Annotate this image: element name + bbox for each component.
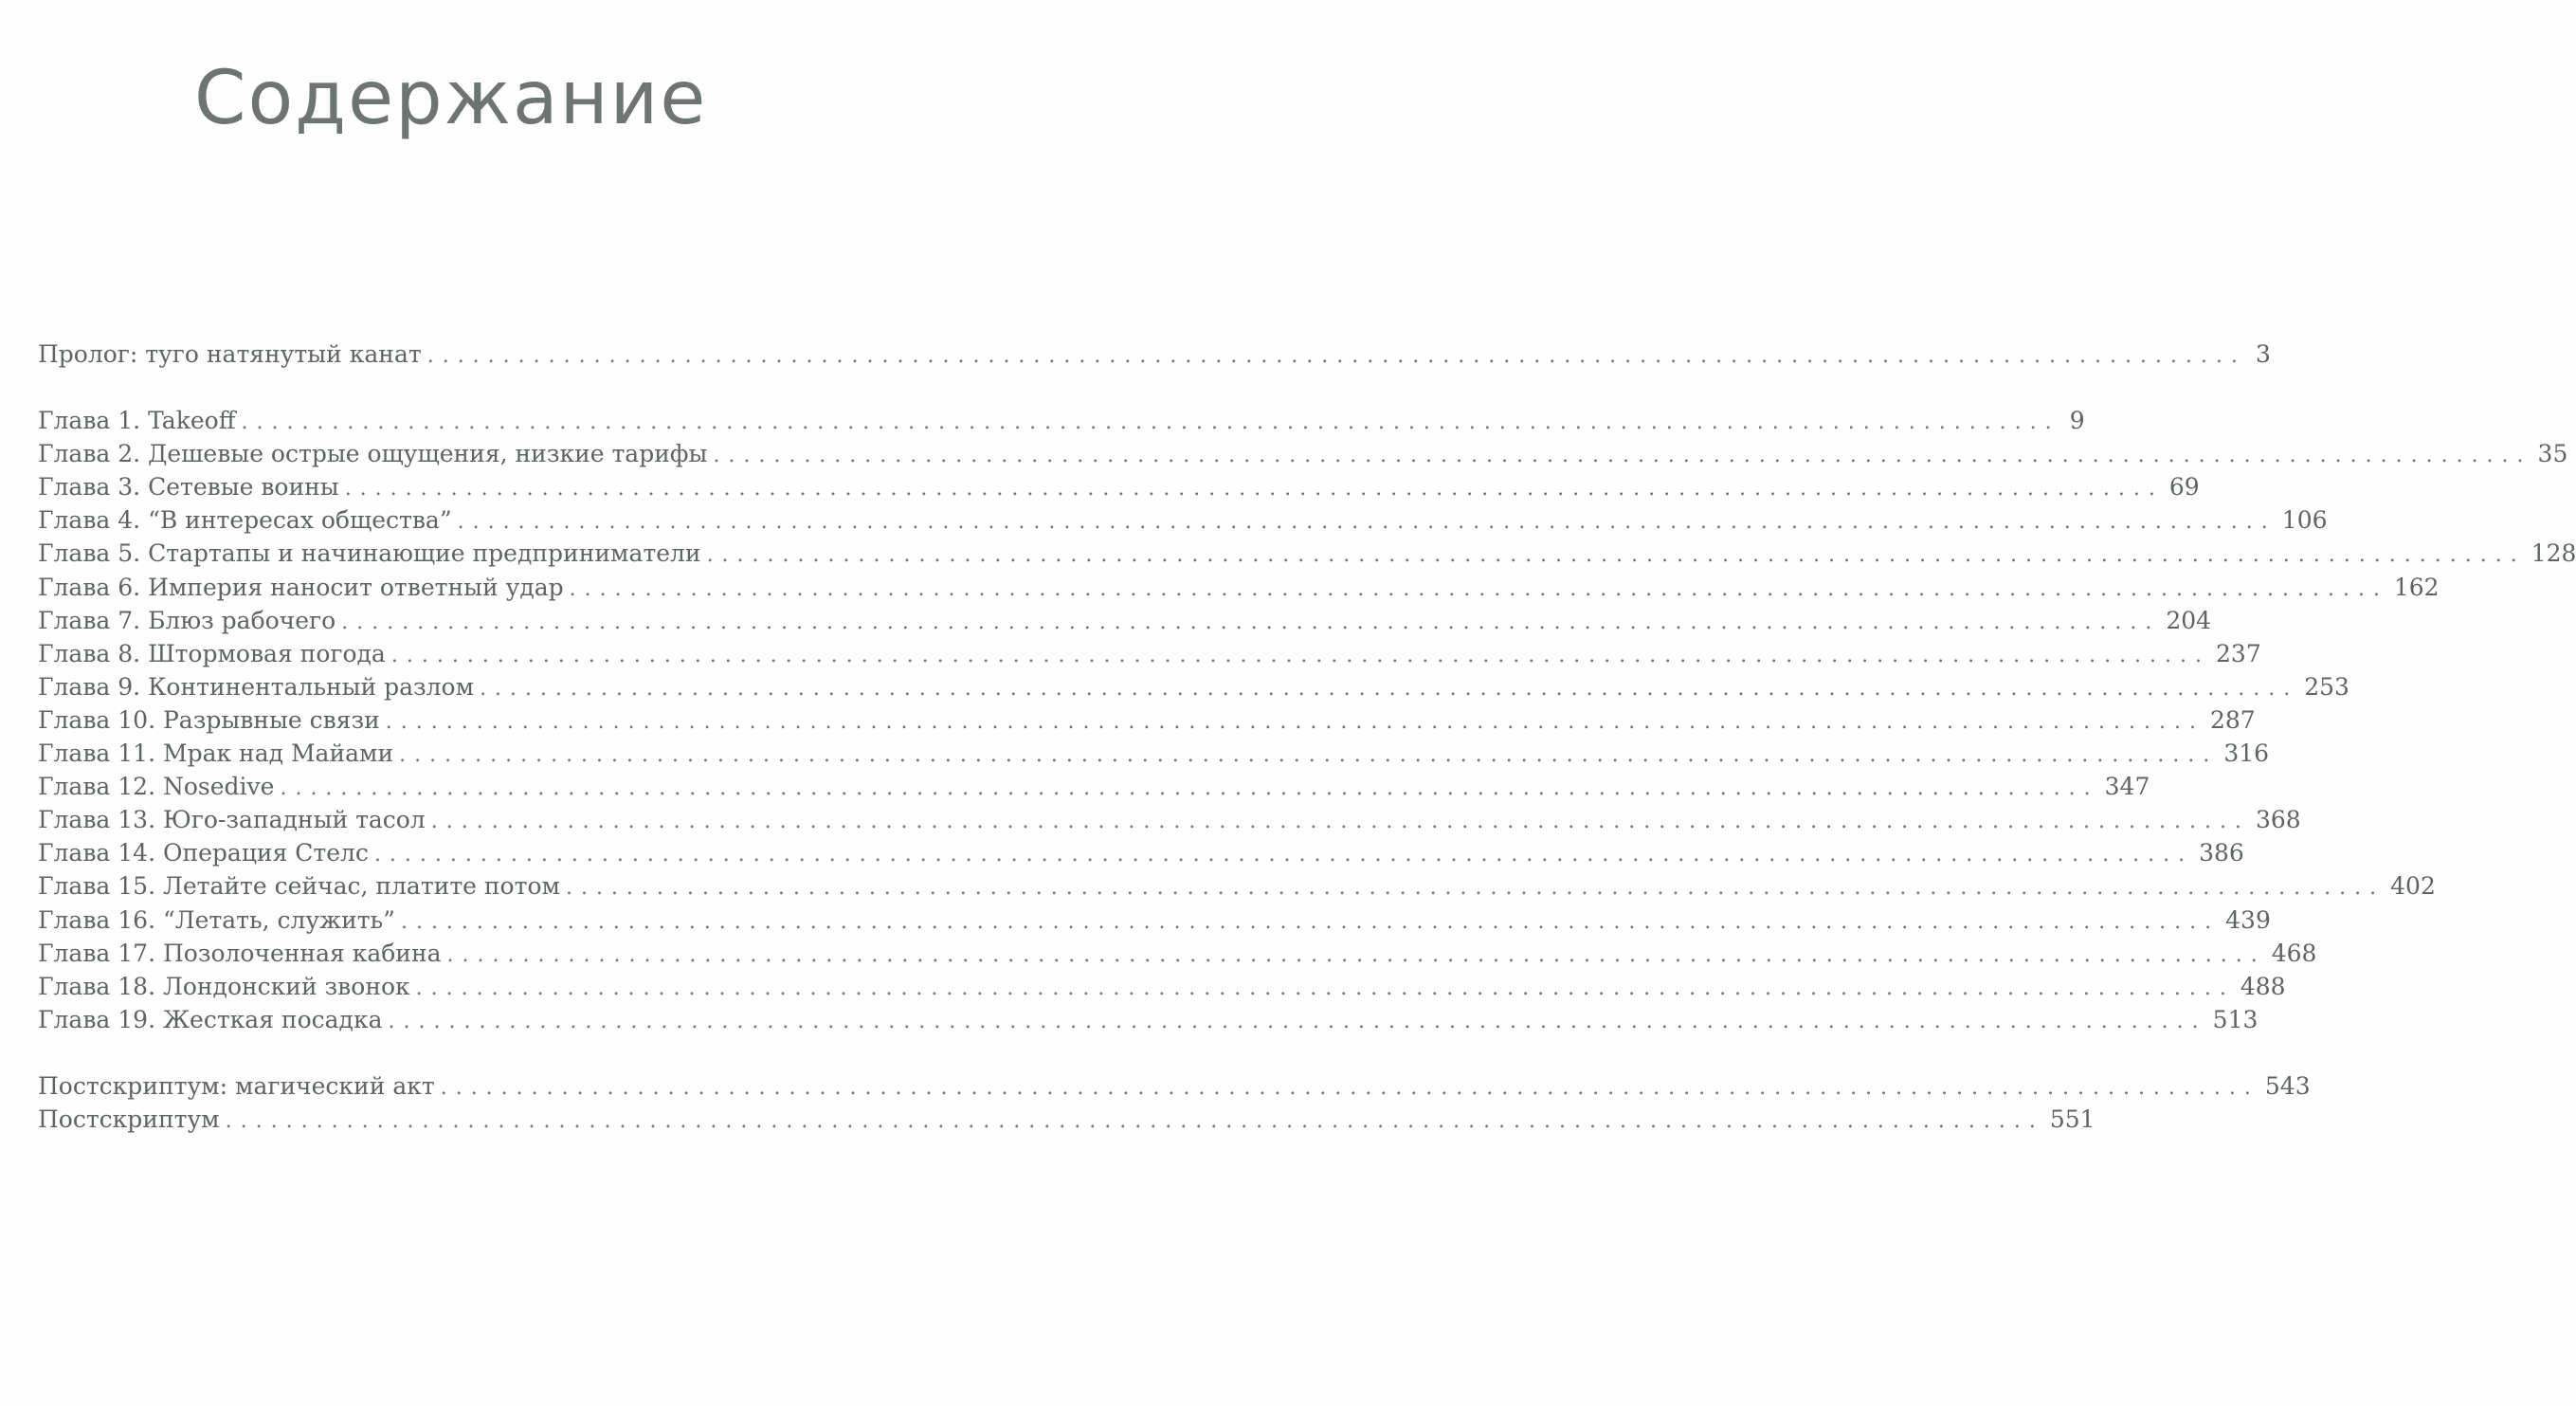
toc-entry-page: 69: [2168, 473, 2200, 502]
toc-entry-page: 287: [2209, 705, 2256, 734]
toc-entry-title: Глава 1. Takeoff: [38, 407, 236, 435]
toc-entry-page: 543: [2264, 1071, 2311, 1100]
toc-entry-page: 3: [2255, 340, 2271, 368]
toc-entry-page: 237: [2216, 639, 2261, 667]
toc-entry-chapter-6[interactable]: [38, 571, 2440, 604]
toc-entry-title: Глава 14. Операция Стелс: [38, 839, 369, 867]
toc-entry-chapter-8[interactable]: [38, 637, 2261, 670]
toc-entry-chapter-13[interactable]: [38, 803, 2301, 836]
toc-entry-title: Глава 9. Континентальный разлом: [38, 672, 475, 701]
dot-leader: ........................................................................................................................: [225, 1108, 2044, 1133]
dot-leader: ........................................................................................................................: [565, 876, 2386, 901]
toc-entry-title: Постскриптум: магический акт: [38, 1071, 435, 1100]
dot-leader: ........................................................................................................................: [341, 610, 2161, 634]
toc-entry-page: 439: [2225, 905, 2271, 934]
toc-entry-page: 316: [2223, 740, 2270, 768]
toc-entry-title: Глава 3. Сетевые воины: [38, 473, 339, 502]
dot-leader: ........................................................................................................................: [430, 810, 2250, 834]
toc-entry-title: Глава 5. Стартапы и начинающие предприниматели: [38, 539, 701, 568]
toc-entry-chapter-19[interactable]: [38, 1003, 2259, 1036]
toc-entry-chapter-4[interactable]: [38, 503, 2328, 537]
toc-entry-chapter-17[interactable]: [38, 937, 2317, 970]
toc-entry-title: Глава 17. Позолоченная кабина: [38, 939, 442, 967]
toc-entry-title: Глава 8. Штормовая погода: [38, 639, 386, 667]
dot-leader: ........................................................................................................................: [457, 510, 2277, 535]
toc-entry-chapter-10[interactable]: [38, 703, 2256, 737]
toc-entry-chapter-9[interactable]: [38, 670, 2349, 703]
dot-leader: ........................................................................................................................: [388, 1009, 2207, 1033]
toc-entry-postscript-1[interactable]: [38, 1069, 2311, 1103]
toc-entry-chapter-16[interactable]: [38, 904, 2271, 937]
toc-entry-title: Глава 13. Юго-западный тасол: [38, 806, 426, 834]
toc-entry-page: 513: [2212, 1005, 2259, 1033]
toc-entry-title: Глава 15. Летайте сейчас, платите потом: [38, 872, 560, 901]
dot-leader: ........................................................................................................................: [426, 344, 2246, 368]
toc-entry-chapter-1[interactable]: [38, 404, 2085, 437]
section-gap: [38, 1036, 845, 1069]
section-gap: [38, 371, 845, 404]
toc-entry-page: 9: [2069, 407, 2085, 435]
toc-entry-title: Глава 16. “Летать, служить”: [38, 905, 395, 934]
dot-leader: ........................................................................................................................: [390, 643, 2211, 667]
dot-leader: ........................................................................................................................: [385, 709, 2204, 734]
toc-entry-page: 402: [2390, 872, 2436, 901]
toc-entry-page: 488: [2240, 972, 2286, 1000]
dot-leader: ........................................................................................................................: [344, 477, 2164, 502]
toc-entry-page: 468: [2271, 939, 2317, 967]
toc-entry-page: 551: [2049, 1105, 2095, 1133]
toc-entry-page: 35: [2537, 440, 2568, 468]
toc-entry-title: Глава 4. “В интересах общества”: [38, 506, 452, 535]
toc-entry-chapter-5[interactable]: [38, 537, 2576, 570]
dot-leader: ........................................................................................................................: [440, 1075, 2259, 1100]
dot-leader: ........................................................................................................................: [400, 909, 2221, 934]
toc-entry-page: 253: [2304, 672, 2349, 701]
dot-leader: ........................................................................................................................: [280, 776, 2099, 801]
toc-entry-title: Глава 12. Nosedive: [38, 773, 275, 801]
toc-entry-prologue[interactable]: [38, 338, 2271, 371]
toc-entry-chapter-7[interactable]: [38, 604, 2212, 637]
dot-leader: ........................................................................................................................: [399, 743, 2219, 768]
toc-entry-title: Постскриптум: [38, 1105, 220, 1133]
page-title: Содержание: [194, 56, 708, 141]
toc-entry-postscript-2[interactable]: [38, 1103, 2095, 1136]
toc-entry-title: Глава 19. Жесткая посадка: [38, 1005, 383, 1033]
toc-entry-page: 386: [2199, 839, 2244, 867]
toc-entry-title: Глава 2. Дешевые острые ощущения, низкие тарифы: [38, 440, 708, 468]
toc-entry-chapter-15[interactable]: [38, 869, 2436, 903]
dot-leader: ........................................................................................................................: [373, 843, 2194, 867]
dot-leader: ........................................................................................................................: [706, 543, 2526, 568]
toc-entry-page: 162: [2393, 573, 2440, 601]
toc-entry-page: 368: [2255, 806, 2301, 834]
dot-leader: ........................................................................................................................: [569, 576, 2388, 601]
toc-entry-chapter-18[interactable]: [38, 970, 2286, 1003]
toc-entry-chapter-14[interactable]: [38, 836, 2244, 869]
toc-entry-title: Глава 10. Разрывные связи: [38, 705, 380, 734]
dot-leader: ........................................................................................................................: [713, 444, 2532, 468]
toc-entry-title: Глава 11. Мрак над Майами: [38, 740, 394, 768]
dot-leader: ........................................................................................................................: [415, 976, 2235, 1000]
toc-entry-page: 128: [2531, 539, 2576, 568]
dot-leader: ........................................................................................................................: [446, 942, 2266, 967]
toc-entry-title: Глава 7. Блюз рабочего: [38, 606, 336, 634]
dot-leader: ........................................................................................................................: [480, 676, 2299, 701]
toc-entry-page: 204: [2166, 606, 2212, 634]
toc-entry-title: Глава 18. Лондонский звонок: [38, 972, 410, 1000]
toc-entry-title: Глава 6. Империя наносит ответный удар: [38, 573, 564, 601]
toc-entry-chapter-2[interactable]: [38, 437, 2568, 470]
toc-entry-page: 106: [2281, 506, 2328, 535]
toc-entry-page: 347: [2104, 773, 2150, 801]
toc-entry-chapter-11[interactable]: [38, 737, 2270, 770]
dot-leader: ........................................................................................................................: [241, 411, 2060, 435]
toc-entry-title: Пролог: туго натянутый канат: [38, 340, 422, 368]
toc-entry-chapter-12[interactable]: [38, 770, 2150, 803]
toc-entry-chapter-3[interactable]: [38, 470, 2200, 503]
table-of-contents: [38, 338, 2576, 1136]
